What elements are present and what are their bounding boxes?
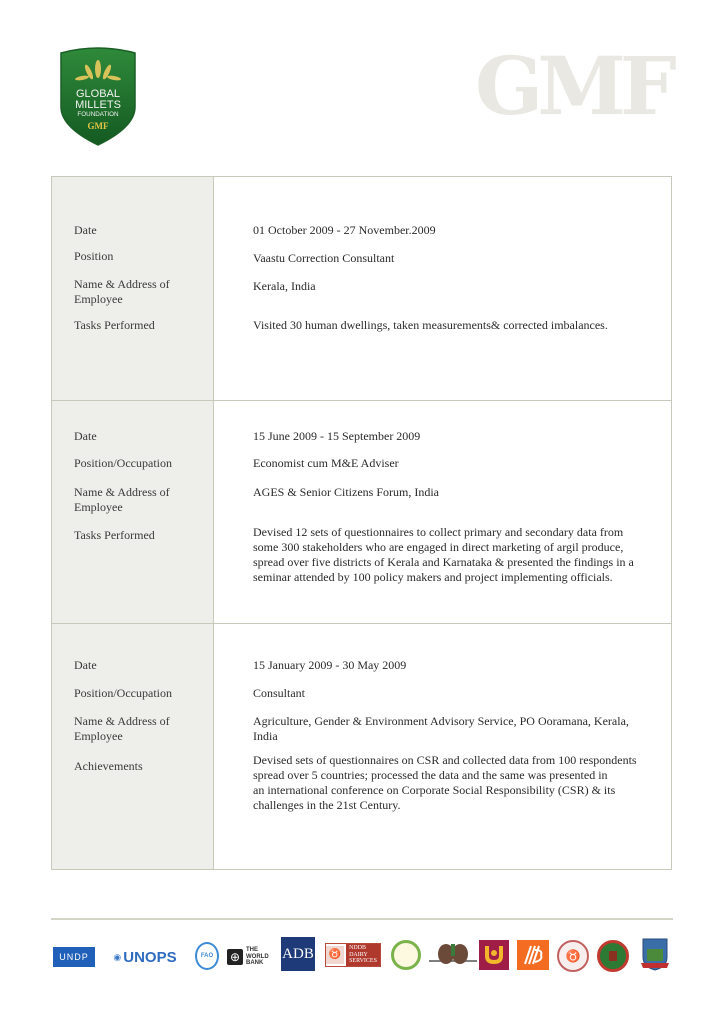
date-value: 01 October 2009 - 27 November.2009 [253,223,436,237]
footer-divider [51,918,673,920]
tasks-label: Tasks Performed [74,528,155,542]
cow-icon: ♉ [565,949,581,963]
tasks-line: spread over five districts of Kerala and Karnataka & presented the findings in a [253,555,634,569]
achievements-line: spread over 5 countries; processed the data and the same was presented in [253,768,608,782]
employer-value: AGES & Senior Citizens Forum, India [253,485,439,499]
experience-entry [52,401,671,624]
position-label: Position/Occupation [74,686,172,700]
employer-line: India [253,729,278,743]
tasks-value [253,318,653,333]
experience-table [51,176,672,870]
png-emblem-logo [429,941,477,969]
employer-value: Kerala, India [253,279,316,293]
globe-icon: ⊕ [227,949,243,965]
date-value: 15 June 2009 - 15 September 2009 [253,429,421,443]
pnb-logo [479,940,509,970]
date-label: Date [74,429,97,443]
date-value: 15 January 2009 - 30 May 2009 [253,658,407,672]
partner-logos [51,937,675,975]
position-value: Vaastu Correction Consultant [253,251,395,265]
employer-label: Name & Address of Employee [74,714,170,743]
experience-entry [52,177,671,401]
employer-line: Agriculture, Gender & Environment Advisory Service, PO Ooramana, Kerala, [253,714,629,728]
undp-logo: UNDP [53,947,95,967]
gmf-watermark: GMF [475,39,671,133]
rwanda-seal-logo [391,940,421,970]
achievements-value [253,753,653,813]
tasks-line: Visited 30 human dwellings, taken measurements& corrected imbalances. [253,318,608,332]
global-millets-foundation-logo [58,45,138,147]
tasks-label: Tasks Performed [74,318,155,332]
university-seal-logo [597,940,629,972]
tasks-line: seminar attended by 100 policy makers and project implementing officials. [253,570,613,584]
cow-icon: ♉ [326,946,344,964]
svg-text:GMF: GMF [87,121,109,131]
university-crest-logo [639,937,671,971]
tasks-value [253,525,653,585]
employer-value [253,714,653,744]
unops-logo: ◉ UNOPS [113,948,177,966]
achievements-label: Achievements [74,759,143,773]
fao-logo: FAO [195,942,219,970]
position-label: Position/Occupation [74,456,172,470]
dairy-seal-logo [557,940,589,972]
employer-label: Name & Address of Employee [74,485,170,514]
position-value: Consultant [253,686,306,700]
svg-text:FOUNDATION: FOUNDATION [77,111,119,118]
achievements-line: challenges in the 21st Century. [253,798,401,812]
achievements-line: Devised sets of questionnaires on CSR and collected data from 100 respondents [253,753,637,767]
achievements-line: an international conference on Corporate Social Responsibility (CSR) & its [253,783,616,797]
adb-logo: ADB [281,937,315,971]
tasks-line: Devised 12 sets of questionnaires to collect primary and secondary data from [253,525,624,539]
experience-entry [52,624,671,869]
position-value: Economist cum M&E Adviser [253,456,399,470]
world-bank-logo: ⊕ THE WORLD BANK [227,945,277,969]
bank-of-baroda-logo [517,940,549,970]
employer-label: Name & Address of Employee [74,277,170,306]
svg-text:GLOBAL: GLOBAL [75,88,121,100]
position-label: Position [74,249,114,263]
date-label: Date [74,223,97,237]
date-label: Date [74,658,97,672]
tree-icon [609,951,617,961]
svg-text:MILLETS: MILLETS [75,99,121,111]
un-emblem-icon: ◉ [113,951,122,962]
nddb-logo: ♉ NDDB DAIRY SERVICES [325,943,381,967]
tasks-line: some 300 stakeholders who are engaged in direct marketing of argil produce, [253,540,624,554]
